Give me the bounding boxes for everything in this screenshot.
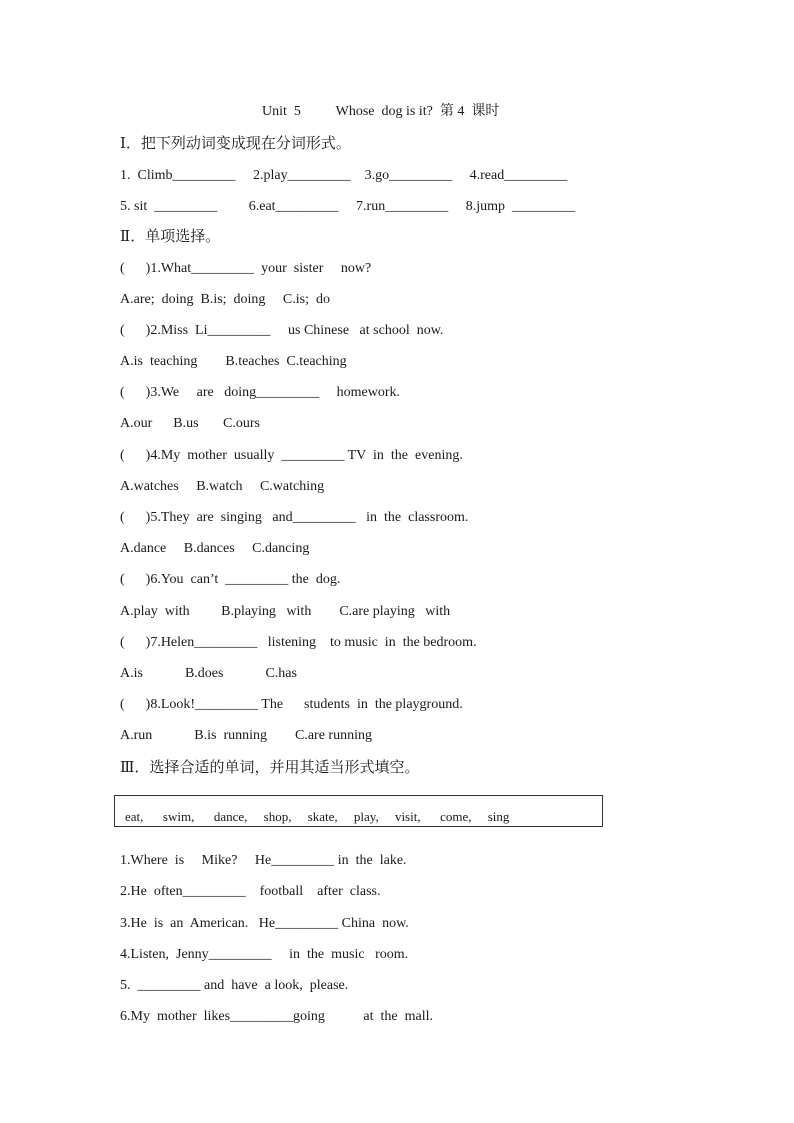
sentence-2: 2.He often_________ football after class.	[120, 884, 381, 899]
sentence-6: 6.My mother likes_________going at the mall.	[120, 1009, 434, 1024]
options-2: A.is teaching B.teaches C.teaching	[120, 354, 347, 369]
section-1-row-2: 5. sit _________ 6.eat_________ 7.run_________ 8.jump _________	[120, 199, 575, 214]
options-6: A.play with B.playing with C.are playing with	[120, 604, 451, 619]
question-4: ( )4.My mother usually _________ TV in the evening.	[120, 448, 463, 463]
question-3: ( )3.We are doing_________ homework.	[120, 385, 400, 400]
section-1-heading: Ⅰ．把下列动词变成现在分词形式。	[120, 136, 351, 152]
question-6: ( )6.You can’t _________ the dog.	[120, 572, 341, 587]
question-8: ( )8.Look!_________ The students in the playground.	[120, 697, 463, 712]
options-3: A.our B.us C.ours	[120, 416, 261, 431]
word-bank-box	[114, 795, 603, 827]
options-5: A.dance B.dances C.dancing	[120, 541, 310, 556]
options-4: A.watches B.watch C.watching	[120, 479, 325, 494]
section-1-row-1: 1. Climb_________ 2.play_________ 3.go_________ 4.read_________	[120, 168, 568, 183]
question-5: ( )5.They are singing and_________ in the classroom.	[120, 510, 469, 525]
word-bank: eat, swim, dance, shop, skate, play, visit, come, sing	[125, 809, 510, 824]
sentence-3: 3.He is an American. He_________ China now.	[120, 916, 409, 931]
question-1: ( )1.What_________ your sister now?	[120, 261, 372, 276]
options-1: A.are; doing B.is; doing C.is; do	[120, 292, 330, 307]
question-7: ( )7.Helen_________ listening to music in the bedroom.	[120, 635, 477, 650]
sentence-1: 1.Where is Mike? He_________ in the lake.	[120, 853, 407, 868]
sentence-4: 4.Listen, Jenny_________ in the music room.	[120, 947, 409, 962]
page-title: Unit 5 Whose dog is it? 第 4 课时	[262, 104, 500, 119]
question-2: ( )2.Miss Li_________ us Chinese at school now.	[120, 323, 444, 338]
sentence-5: 5. _________ and have a look, please.	[120, 978, 349, 993]
section-2-heading: Ⅱ．单项选择。	[120, 229, 221, 245]
section-3-heading: Ⅲ．选择合适的单词，并用其适当形式填空。	[120, 760, 420, 776]
options-8: A.run B.is running C.are running	[120, 728, 372, 743]
options-7: A.is B.does C.has	[120, 666, 297, 681]
